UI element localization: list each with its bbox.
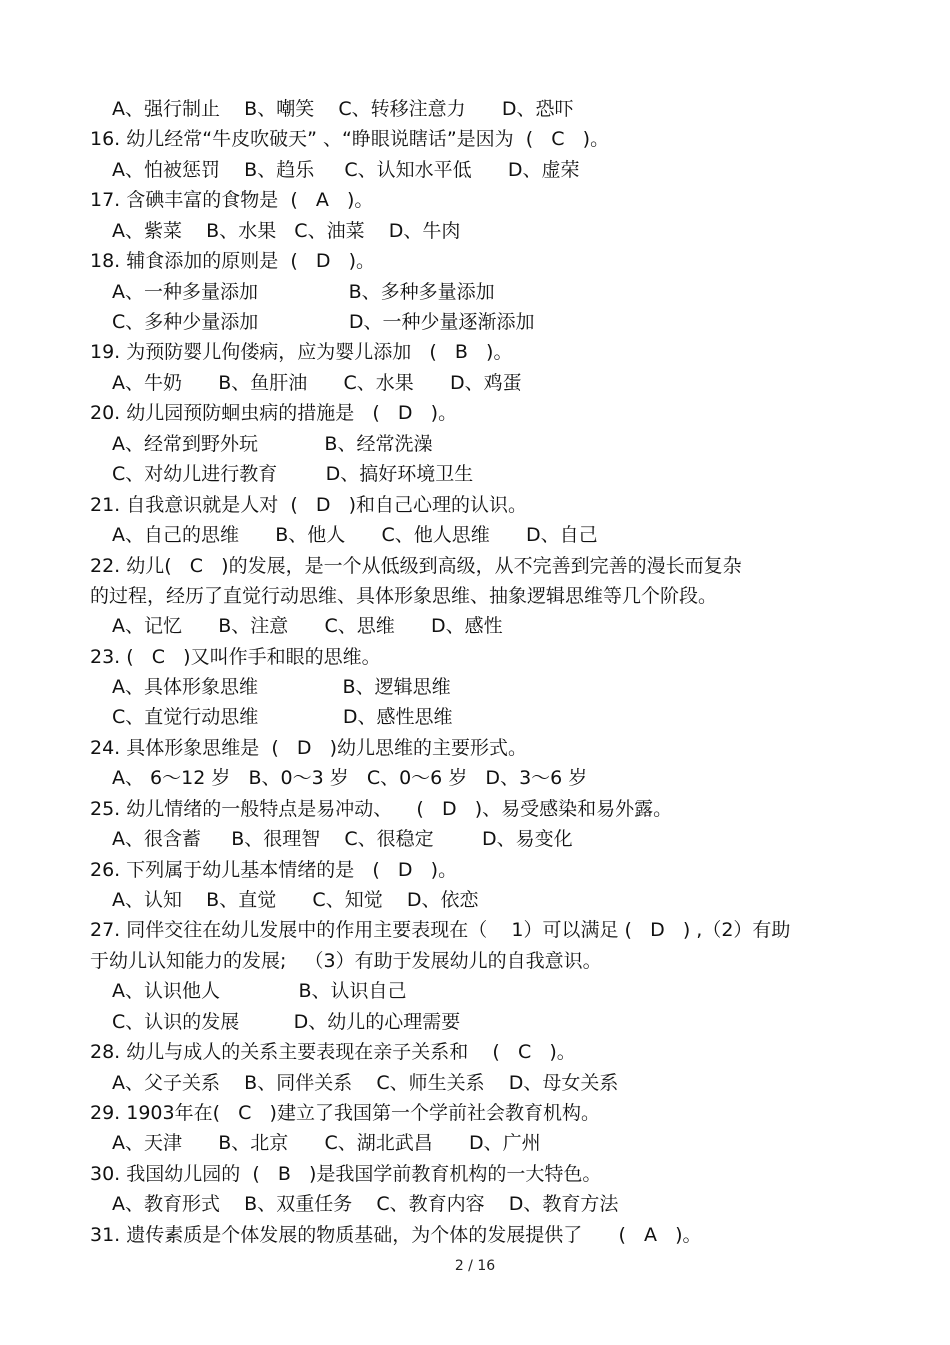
question-line: 23. ( C )又叫作手和眼的思维。	[90, 646, 381, 668]
question-line: 24. 具体形象思维是 ( D )幼儿思维的主要形式。	[90, 737, 528, 759]
question-line: 31. 遗传素质是个体发展的物质基础，为个体的发展提供了 ( A )。	[90, 1224, 702, 1246]
options-line: C、直觉行动思维 D、感性思维	[112, 706, 453, 728]
question-line: 26. 下列属于幼儿基本情绪的是 ( D )。	[90, 859, 458, 881]
options-line: A、经常到野外玩 B、经常洗澡	[112, 433, 433, 455]
options-line: A、教育形式 B、双重任务 C、教育内容 D、教育方法	[112, 1193, 619, 1215]
options-line: A、天津 B、北京 C、湖北武昌 D、广州	[112, 1132, 541, 1154]
options-line: A、认识他人 B、认识自己	[112, 980, 407, 1002]
options-line: A、父子关系 B、同伴关系 C、师生关系 D、母女关系	[112, 1072, 619, 1094]
options-line: A、认知 B、直觉 C、知觉 D、依恋	[112, 889, 479, 911]
options-line: A、自己的思维 B、他人 C、他人思维 D、自己	[112, 524, 598, 546]
options-line: A、怕被惩罚 B、趋乐 C、认知水平低 D、虚荣	[112, 159, 580, 181]
options-line: A、牛奶 B、鱼肝油 C、水果 D、鸡蛋	[112, 372, 522, 394]
question-line: 25. 幼儿情绪的一般特点是易冲动、 ( D )、易受感染和易外露。	[90, 798, 673, 820]
options-line: C、认识的发展 D、幼儿的心理需要	[112, 1011, 461, 1033]
question-line: 29. 1903年在( C )建立了我国第一个学前社会教育机构。	[90, 1102, 600, 1124]
page-number: 2 / 16	[454, 1258, 496, 1274]
options-line: A、 6～12 岁 B、0～3 岁 C、0～6 岁 D、3～6 岁	[112, 767, 588, 789]
question-line: 19. 为预防婴儿佝偻病，应为婴儿添加 ( B )。	[90, 341, 513, 363]
options-line: C、多种少量添加 D、一种少量逐渐添加	[112, 311, 535, 333]
question-line: 30. 我国幼儿园的 ( B )是我国学前教育机构的一大特色。	[90, 1163, 602, 1185]
question-line: 21. 自我意识就是人对 ( D )和自己心理的认识。	[90, 494, 528, 516]
options-line: A、记忆 B、注意 C、思维 D、感性	[112, 615, 503, 637]
question-line: 22. 幼儿( C )的发展，是一个从低级到高级，从不完善到完善的漫长而复杂	[90, 555, 742, 577]
options-line: A、一种多量添加 B、多种多量添加	[112, 281, 495, 303]
question-line: 16. 幼儿经常“牛皮吹破天” 、“睁眼说瞎话”是因为 ( C )。	[90, 128, 610, 150]
options-line: A、很含蓄 B、很理智 C、很稳定 D、易变化	[112, 828, 573, 850]
question-line: 20. 幼儿园预防蛔虫病的措施是 ( D )。	[90, 402, 458, 424]
question-line: 27. 同伴交往在幼儿发展中的作用主要表现在（ 1）可以满足 ( D ) ,（2）有助	[90, 919, 791, 941]
question-line: 18. 辅食添加的原则是 ( D )。	[90, 250, 376, 272]
options-line: A、紫菜 B、水果 C、油菜 D、牛肉	[112, 220, 461, 242]
question-line: 的过程，经历了直觉行动思维、具体形象思维、抽象逻辑思维等几个阶段。	[90, 585, 718, 607]
options-line: A、具体形象思维 B、逻辑思维	[112, 676, 451, 698]
question-line: 28. 幼儿与成人的关系主要表现在亲子关系和 ( C )。	[90, 1041, 576, 1063]
question-line: 17. 含碘丰富的食物是 ( A )。	[90, 189, 374, 211]
text-line: A、强行制止 B、嘲笑 C、转移注意力 D、恐吓	[112, 98, 574, 120]
options-line: C、对幼儿进行教育 D、搞好环境卫生	[112, 463, 474, 485]
question-line: 于幼儿认知能力的发展; （3）有助于发展幼儿的自我意识。	[90, 950, 602, 972]
